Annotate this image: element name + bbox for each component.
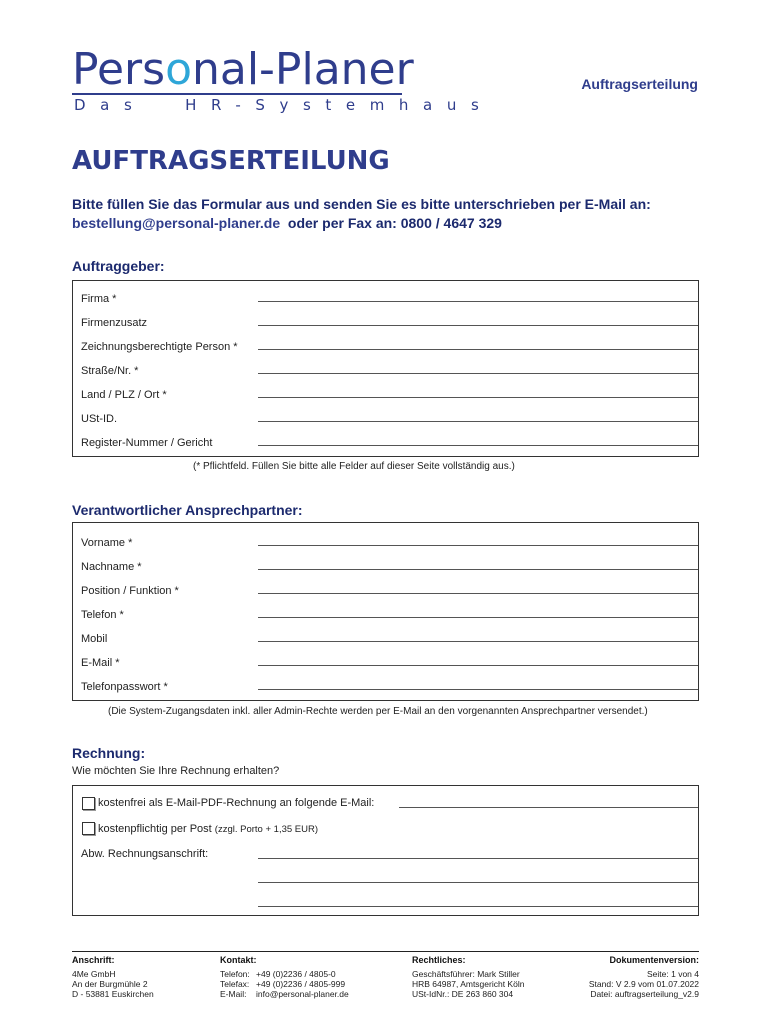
- footer-legal-line: USt-IdNr.: DE 263 860 304: [412, 989, 514, 999]
- logo-subtitle: Das HR-Systemhaus: [74, 96, 494, 114]
- post-invoice-fee: (zzgl. Porto + 1,35 EUR): [214, 824, 319, 835]
- alt-address-line-3[interactable]: [258, 906, 698, 907]
- alt-address-line-2[interactable]: [258, 882, 698, 883]
- field-label: Zeichnungsberechtigte Person *: [81, 341, 238, 353]
- field-input-line[interactable]: [258, 641, 698, 642]
- logo-text-part2: nal-Planer: [191, 44, 414, 95]
- footer-fax: +49 (0)2236 / 4805-999: [256, 979, 346, 989]
- field-label: Mobil: [81, 633, 108, 645]
- page-title: AUFTRAGSERTEILUNG: [72, 146, 390, 176]
- footer-contact-heading: Kontakt:: [220, 955, 257, 965]
- footer-email-link[interactable]: info@personal-planer.de: [256, 989, 349, 999]
- rechnung-box: [72, 785, 699, 916]
- section-heading-ansprechpartner: Verantwortlicher Ansprechpartner:: [72, 502, 303, 518]
- field-label: Register-Nummer / Gericht: [81, 437, 213, 449]
- field-label: Vorname *: [81, 537, 133, 549]
- footer-legal: [412, 955, 524, 999]
- mandatory-field-note: (* Pflichtfeld. Füllen Sie bitte alle Felder auf dieser Seite vollständig aus.): [193, 461, 515, 472]
- alt-address-line-1[interactable]: [258, 858, 698, 859]
- field-input-line[interactable]: [258, 593, 698, 594]
- field-input-line[interactable]: [258, 421, 698, 422]
- field-label: E-Mail *: [81, 657, 120, 669]
- footer-legal-line: Geschäftsführer: Mark Stiller: [412, 969, 520, 979]
- section-heading-auftraggeber: Auftraggeber:: [72, 258, 165, 274]
- intro-text: Bitte füllen Sie das Formular aus und senden Sie es bitte unterschrieben per E-Mail an:: [72, 196, 651, 212]
- footer-page-number: Seite: 1 von 4: [647, 969, 699, 979]
- field-input-line[interactable]: [258, 689, 698, 690]
- order-email-link[interactable]: bestellung@personal-planer.de: [72, 215, 281, 231]
- field-label: Straße/Nr. *: [81, 365, 139, 377]
- email-invoice-checkbox[interactable]: [82, 797, 95, 810]
- field-label: USt-ID.: [81, 413, 118, 425]
- field-input-line[interactable]: [258, 445, 698, 446]
- footer-address: [72, 955, 154, 999]
- post-invoice-text: kostenpflichtig per Post: [98, 823, 212, 835]
- field-label: Firmenzusatz: [81, 317, 148, 329]
- footer-address-line: D - 53881 Euskirchen: [72, 989, 154, 999]
- system-access-note: (Die System-Zugangsdaten inkl. aller Admin-Rechte werden per E-Mail an den vorgenannten Ansprechpartner versendet.): [108, 706, 648, 717]
- field-input-line[interactable]: [258, 373, 698, 374]
- footer-version-heading: Dokumentenversion:: [609, 955, 699, 965]
- logo-drop-o: o: [165, 44, 192, 95]
- field-label: Position / Funktion *: [81, 585, 179, 597]
- logo-underline: [72, 93, 402, 95]
- footer-phone: +49 (0)2236 / 4805-0: [256, 969, 336, 979]
- invoice-question: Wie möchten Sie Ihre Rechnung erhalten?: [72, 765, 280, 777]
- alt-address-label: Abw. Rechnungsanschrift:: [81, 848, 209, 860]
- fax-text: oder per Fax an: 0800 / 4647 329: [287, 215, 502, 231]
- footer-legal-line: HRB 64987, Amtsgericht Köln: [412, 979, 525, 989]
- field-label: Nachname *: [81, 561, 142, 573]
- auftraggeber-box: [72, 280, 699, 457]
- field-input-line[interactable]: [258, 545, 698, 546]
- field-input-line[interactable]: [258, 397, 698, 398]
- logo-text-part1: Pers: [72, 44, 166, 95]
- footer-address-line: An der Burgmühle 2: [72, 979, 148, 989]
- intro-contact-line: [72, 215, 502, 231]
- field-label: Firma *: [81, 293, 117, 305]
- field-label: Telefonpasswort *: [81, 681, 168, 693]
- field-input-line[interactable]: [258, 665, 698, 666]
- invoice-email-input-line[interactable]: [399, 807, 698, 808]
- footer-legal-heading: Rechtliches:: [412, 955, 466, 965]
- field-input-line[interactable]: [258, 325, 698, 326]
- email-invoice-label: kostenfrei als E-Mail-PDF-Rechnung an folgende E-Mail:: [98, 797, 375, 809]
- post-invoice-checkbox[interactable]: [82, 822, 95, 835]
- ansprechpartner-box: [72, 522, 699, 701]
- footer-address-heading: Anschrift:: [72, 955, 115, 965]
- footer-divider: [72, 951, 699, 952]
- footer-file-name: Datei: auftragserteilung_v2.9: [590, 989, 699, 999]
- field-label: Land / PLZ / Ort *: [81, 389, 167, 401]
- field-input-line[interactable]: [258, 617, 698, 618]
- post-invoice-label: [98, 823, 318, 835]
- footer-contact: [220, 955, 349, 999]
- header-document-label: Auftragserteilung: [581, 76, 698, 92]
- footer-version-status: Stand: V 2.9 vom 01.07.2022: [588, 979, 699, 989]
- field-input-line[interactable]: [258, 569, 698, 570]
- field-input-line[interactable]: [258, 349, 698, 350]
- field-input-line[interactable]: [258, 301, 698, 302]
- footer-address-line: 4Me GmbH: [72, 969, 116, 979]
- field-label: Telefon *: [81, 609, 124, 621]
- section-heading-rechnung: Rechnung:: [72, 745, 146, 761]
- footer-contact-label: Telefax:: [220, 979, 250, 989]
- footer-document-version: [589, 955, 699, 999]
- company-logo: [72, 44, 414, 95]
- footer-contact-label: Telefon:: [220, 969, 250, 979]
- footer-contact-label: E-Mail:: [220, 989, 247, 999]
